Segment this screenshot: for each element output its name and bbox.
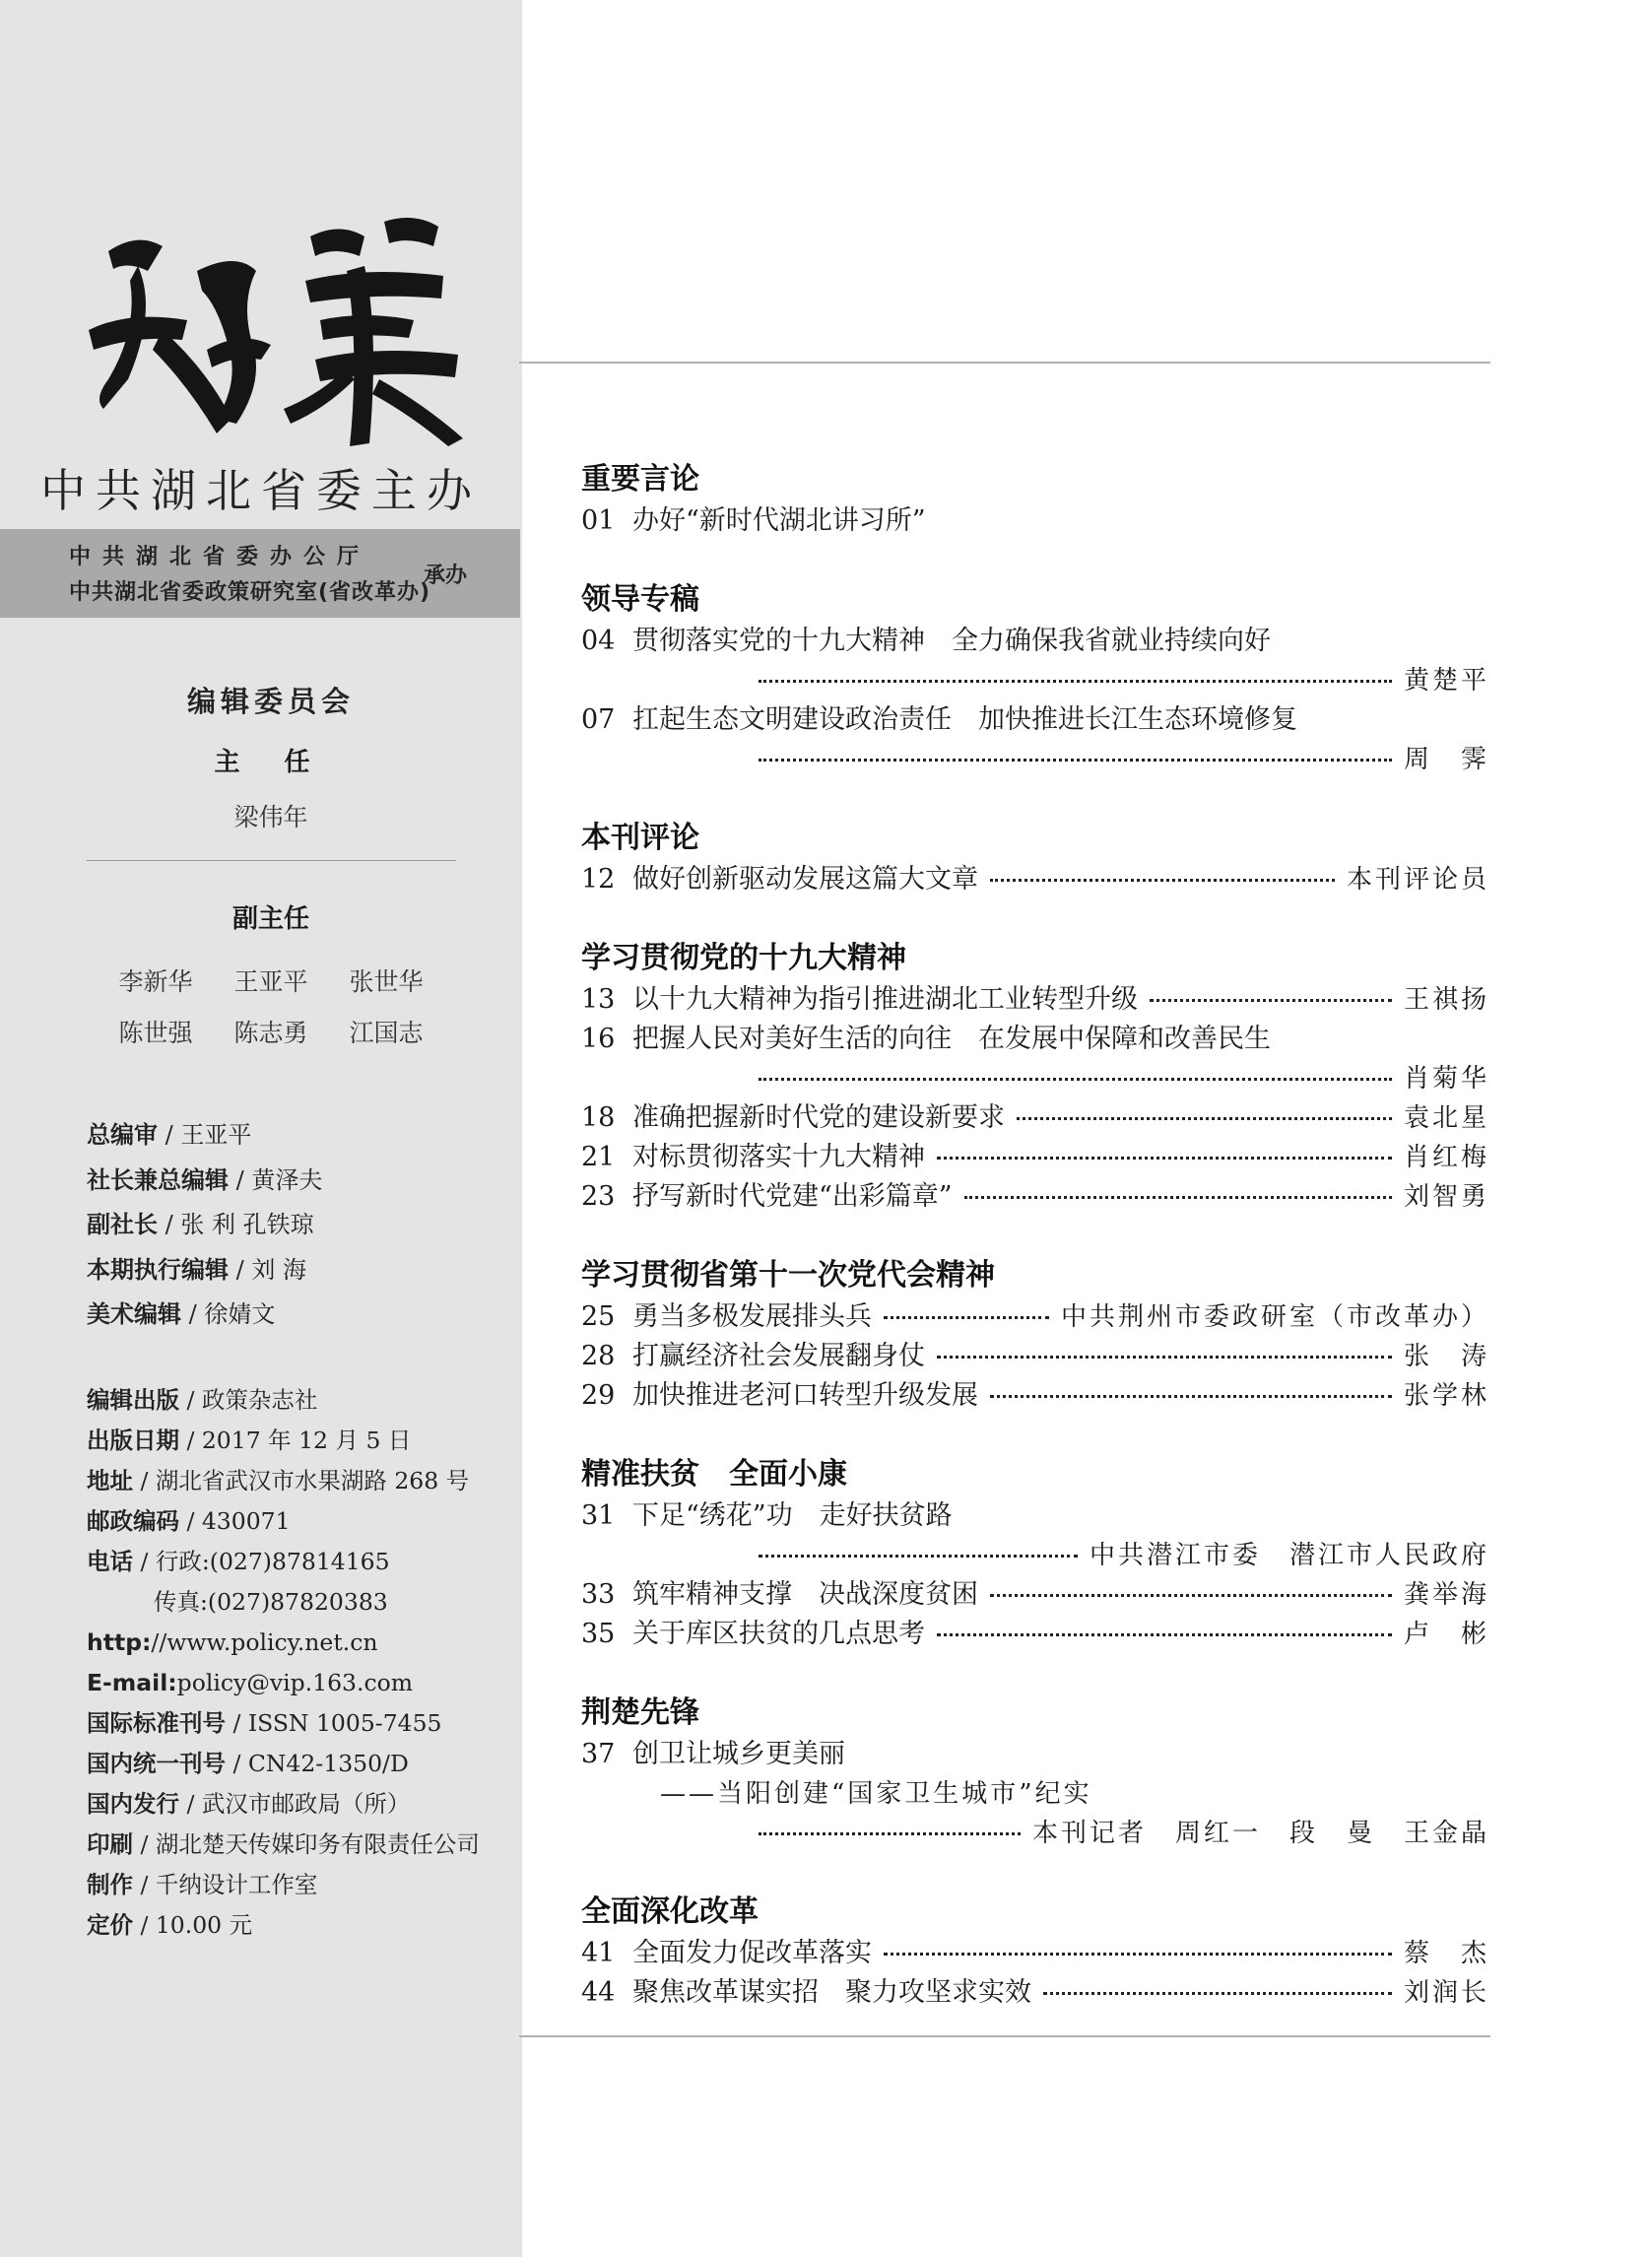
toc-entry[interactable]	[581, 1020, 1489, 1059]
director-name: 梁伟年	[233, 803, 308, 831]
vice-names-row	[0, 957, 542, 1008]
toc-section-heading: 荆楚先锋	[581, 1695, 699, 1730]
staff-separator: /	[158, 1211, 181, 1238]
publication-value: 武汉市邮政局（所）	[201, 1790, 411, 1818]
toc-article-title[interactable]: 筑牢精神支撑 决战深度贫困	[632, 1579, 978, 1610]
publication-row	[87, 1784, 480, 1825]
masthead-sidebar	[0, 0, 522, 2257]
toc-entry[interactable]	[581, 1337, 1489, 1376]
publication-separator: /	[133, 1467, 156, 1494]
publication-info	[87, 1380, 480, 1946]
publication-row	[87, 1865, 480, 1905]
toc-page-number: 41	[581, 1938, 616, 1968]
toc-author: 肖菊华	[1403, 1064, 1489, 1094]
toc-article-title[interactable]: 聚焦改革谋实招 聚力攻坚求实效	[632, 1977, 1031, 2008]
logo-brush-strokes	[69, 212, 483, 448]
toc-page-number: 37	[581, 1739, 616, 1769]
toc-entry[interactable]	[581, 1496, 1489, 1536]
publication-row	[87, 1501, 480, 1542]
publication-row	[87, 1744, 480, 1784]
toc-dot-leader	[937, 1157, 1392, 1160]
toc-entry[interactable]	[581, 1138, 1489, 1177]
publication-key: 国内统一刊号	[87, 1750, 226, 1777]
vice-name: 王亚平	[233, 967, 308, 996]
publication-value: policy@vip.163.com	[176, 1669, 414, 1696]
toc-entry[interactable]	[581, 622, 1489, 661]
toc-page-number: 04	[581, 626, 616, 656]
publication-row	[87, 1703, 480, 1744]
toc-author: 袁北星	[1403, 1103, 1489, 1133]
editorial-committee	[0, 680, 542, 833]
toc-entry[interactable]	[581, 1177, 1489, 1217]
toc-entry[interactable]	[581, 1735, 1489, 1774]
vice-directors	[0, 898, 542, 1059]
toc-dot-leader	[1150, 999, 1392, 1002]
toc-page-number: 25	[581, 1301, 616, 1332]
publication-separator: /	[226, 1709, 248, 1737]
publication-separator: /	[226, 1750, 248, 1777]
toc-dot-leader	[759, 680, 1392, 683]
publication-key: http:	[87, 1628, 152, 1656]
toc-dot-leader	[759, 759, 1392, 762]
publication-value: 430071	[201, 1507, 291, 1535]
toc-author: 蔡 杰	[1403, 1939, 1489, 1968]
toc-section-heading: 全面深化改革	[581, 1894, 759, 1929]
publication-value: 千纳设计工作室	[155, 1871, 318, 1898]
toc-article-title[interactable]: 抒写新时代党建“出彩篇章”	[632, 1181, 953, 1212]
publication-key: 国内发行	[87, 1790, 179, 1818]
publication-key: E-mail:	[87, 1669, 177, 1696]
toc-article-title[interactable]: 以十九大精神为指引推进湖北工业转型升级	[632, 984, 1138, 1015]
toc-page-number: 35	[581, 1619, 616, 1649]
undertaker-line-1: 中共湖北省委办公厅	[69, 545, 371, 569]
toc-page-number: 16	[581, 1024, 616, 1054]
director-label: 主 任	[214, 748, 328, 777]
toc-entry-continuation	[581, 1814, 1489, 1853]
toc-article-title[interactable]: 全面发力促改革落实	[632, 1938, 872, 1968]
undertaker-line-2: 中共湖北省委政策研究室(省改革办)	[69, 580, 431, 605]
toc-article-title[interactable]: 扛起生态文明建设政治责任 加快推进长江生态环境修复	[632, 704, 1297, 735]
staff-name: 张 利 孔铁琼	[180, 1211, 314, 1238]
publication-row	[87, 1542, 480, 1582]
toc-section-heading: 学习贯彻党的十九大精神	[581, 941, 906, 975]
toc-page-number: 07	[581, 704, 616, 735]
publication-value: 行政:(027)87814165	[155, 1548, 390, 1575]
publication-value: 政策杂志社	[201, 1386, 318, 1414]
toc-page-number: 23	[581, 1181, 616, 1212]
toc-entry[interactable]	[581, 1575, 1489, 1615]
staff-role: 本期执行编辑	[87, 1255, 229, 1284]
toc-author: 龚举海	[1403, 1580, 1489, 1610]
toc-author: 肖红梅	[1403, 1143, 1489, 1172]
publication-key: 邮政编码	[87, 1507, 179, 1535]
publication-row	[87, 1582, 480, 1623]
publication-row	[87, 1461, 480, 1501]
toc-article-title[interactable]: 办好“新时代湖北讲习所”	[632, 505, 926, 536]
toc-author: 中共荆州市委政研室（市改革办）	[1060, 1302, 1489, 1332]
vice-label: 副主任	[231, 904, 309, 934]
vice-name: 江国志	[349, 1019, 424, 1047]
committee-divider	[87, 860, 456, 861]
toc-page-number: 18	[581, 1102, 616, 1133]
publication-row	[87, 1663, 480, 1703]
publication-key: 制作	[87, 1871, 133, 1898]
publication-separator: /	[179, 1507, 202, 1535]
toc-article-title[interactable]: 勇当多极发展排头兵	[632, 1301, 872, 1332]
toc-section-heading: 精准扶贫 全面小康	[581, 1457, 847, 1492]
publication-separator: /	[179, 1386, 202, 1414]
publication-value: 10.00 元	[155, 1911, 253, 1939]
toc-article-subtitle: ——当阳创建“国家卫生城市”纪实	[660, 1779, 1092, 1809]
toc-page-number: 21	[581, 1142, 616, 1172]
publication-value: CN42-1350/D	[247, 1750, 409, 1777]
toc-page-number: 44	[581, 1977, 616, 2008]
publication-separator: /	[179, 1790, 202, 1818]
staff-name: 徐婧文	[204, 1300, 276, 1328]
toc-dot-leader	[990, 1395, 1392, 1398]
vice-name: 陈志勇	[233, 1019, 308, 1047]
publication-key: 国际标准刊号	[87, 1709, 226, 1737]
bottom-rule	[519, 2035, 1490, 2037]
toc-section-heading: 领导专稿	[581, 582, 699, 617]
staff-row	[87, 1293, 322, 1338]
staff-role: 社长兼总编辑	[87, 1165, 229, 1194]
staff-separator: /	[158, 1121, 181, 1149]
publication-separator: /	[179, 1427, 202, 1454]
toc-author: 王祺扬	[1403, 985, 1489, 1015]
toc-author: 张学林	[1403, 1381, 1489, 1411]
toc-author: 中共潜江市委 潜江市人民政府	[1089, 1541, 1489, 1570]
toc-article-title[interactable]: 做好创新驱动发展这篇大文章	[632, 864, 978, 895]
toc-page-number: 13	[581, 984, 616, 1015]
toc-dot-leader	[990, 1594, 1392, 1597]
toc-entry[interactable]	[581, 1098, 1489, 1138]
toc-author: 刘智勇	[1403, 1182, 1489, 1212]
toc-page-number: 31	[581, 1500, 616, 1531]
publication-key: 编辑出版	[87, 1386, 179, 1414]
toc-author: 本刊记者 周红一 段 曼 王金晶	[1031, 1819, 1489, 1848]
publication-row	[87, 1623, 480, 1663]
toc-article-title[interactable]: 打赢经济社会发展翻身仗	[632, 1341, 925, 1371]
publication-key: 出版日期	[87, 1427, 179, 1454]
toc-article-title[interactable]: 对标贯彻落实十九大精神	[632, 1142, 925, 1172]
toc-author: 刘润长	[1403, 1978, 1489, 2008]
staff-role: 美术编辑	[87, 1300, 181, 1328]
toc-dot-leader	[964, 1196, 1392, 1199]
staff-name: 刘 海	[251, 1255, 306, 1284]
toc-dot-leader	[937, 1633, 1392, 1636]
staff-row	[87, 1113, 322, 1159]
toc-dot-leader	[884, 1953, 1392, 1956]
undertaker-band	[0, 529, 520, 618]
toc-article-title[interactable]: 贯彻落实党的十九大精神 全力确保我省就业持续向好	[632, 626, 1271, 656]
publication-value: 湖北楚天传媒印务有限责任公司	[155, 1830, 480, 1858]
toc-entry[interactable]	[581, 860, 1489, 899]
toc-section-heading: 学习贯彻省第十一次党代会精神	[581, 1258, 995, 1293]
toc-entry[interactable]	[581, 501, 1489, 541]
toc-page-number: 12	[581, 864, 616, 895]
publication-separator: /	[133, 1548, 156, 1575]
toc-page-number: 28	[581, 1341, 616, 1371]
toc-dot-leader	[937, 1356, 1392, 1359]
staff-list	[87, 1113, 322, 1338]
toc-entry[interactable]	[581, 1615, 1489, 1654]
toc-author: 黄楚平	[1403, 666, 1489, 696]
staff-name: 王亚平	[180, 1121, 252, 1149]
toc-dot-leader	[759, 1078, 1392, 1081]
toc-entry[interactable]	[581, 1973, 1489, 2013]
publication-key: 地址	[87, 1467, 133, 1494]
toc-entry[interactable]	[581, 1376, 1489, 1416]
calligraphy-logo	[69, 212, 483, 448]
toc-article-title[interactable]: 准确把握新时代党的建设新要求	[632, 1102, 1005, 1133]
toc-dot-leader	[884, 1316, 1049, 1319]
toc-author: 本刊评论员	[1346, 865, 1489, 895]
publication-value: 传真:(027)87820383	[154, 1588, 388, 1616]
staff-role: 副社长	[87, 1211, 158, 1238]
top-rule	[519, 362, 1490, 364]
publication-key: 印刷	[87, 1830, 133, 1858]
toc-entry-continuation	[581, 661, 1489, 700]
toc-author: 周 霁	[1403, 745, 1489, 774]
publication-value: 湖北省武汉市水果湖路 268 号	[155, 1467, 470, 1494]
publication-separator: /	[133, 1830, 156, 1858]
toc-author: 卢 彬	[1403, 1620, 1489, 1649]
publication-row	[87, 1825, 480, 1865]
toc-dot-leader	[1017, 1117, 1392, 1120]
toc-entry-continuation	[581, 1059, 1489, 1098]
publication-row	[87, 1380, 480, 1421]
toc-entry[interactable]	[581, 700, 1489, 740]
toc-section-heading: 本刊评论	[581, 821, 699, 855]
toc-section-heading: 重要言论	[581, 462, 699, 497]
table-of-contents	[581, 458, 1489, 2013]
toc-entry[interactable]	[581, 980, 1489, 1020]
toc-article-title[interactable]: 关于库区扶贫的几点思考	[632, 1619, 925, 1649]
toc-entry-continuation	[581, 1536, 1489, 1575]
toc-article-title[interactable]: 加快推进老河口转型升级发展	[632, 1380, 978, 1411]
toc-dot-leader	[990, 879, 1335, 882]
publication-row	[87, 1905, 480, 1946]
vice-name: 陈世强	[118, 1019, 193, 1047]
publication-key: 电话	[87, 1548, 133, 1575]
vice-name: 李新华	[118, 967, 193, 996]
toc-dot-leader	[759, 1832, 1021, 1835]
staff-role: 总编审	[87, 1121, 158, 1149]
staff-row	[87, 1159, 322, 1204]
committee-heading: 编辑委员会	[186, 685, 355, 718]
toc-page-number: 33	[581, 1579, 616, 1610]
toc-entry[interactable]	[581, 1934, 1489, 1973]
toc-entry[interactable]	[581, 1297, 1489, 1337]
undertaker-suffix: 承办	[424, 564, 468, 588]
toc-dot-leader	[1043, 1992, 1392, 1995]
vice-name: 张世华	[349, 967, 424, 996]
staff-row	[87, 1248, 322, 1294]
publication-value: //www.policy.net.cn	[151, 1628, 378, 1656]
toc-article-title[interactable]: 创卫让城乡更美丽	[632, 1739, 845, 1769]
publication-value: ISSN 1005-7455	[247, 1709, 442, 1737]
vice-names-row	[0, 1008, 542, 1059]
publication-row	[87, 1421, 480, 1461]
toc-entry-continuation	[581, 740, 1489, 779]
organizer-title: 中共湖北省委主办	[40, 464, 482, 517]
staff-separator: /	[229, 1255, 252, 1284]
toc-author: 张 涛	[1403, 1342, 1489, 1371]
toc-page-number: 29	[581, 1380, 616, 1411]
publication-value: 2017 年 12 月 5 日	[201, 1427, 412, 1454]
publication-separator: /	[133, 1911, 156, 1939]
staff-row	[87, 1203, 322, 1248]
toc-page-number: 01	[581, 505, 616, 536]
publication-separator: /	[133, 1871, 156, 1898]
toc-dot-leader	[759, 1555, 1078, 1558]
publication-key: 定价	[87, 1911, 133, 1939]
toc-article-title[interactable]: 下足“绣花”功 走好扶贫路	[632, 1500, 953, 1531]
toc-article-title[interactable]: 把握人民对美好生活的向往 在发展中保障和改善民生	[632, 1024, 1271, 1054]
staff-name: 黄泽夫	[251, 1165, 323, 1194]
staff-separator: /	[181, 1300, 205, 1328]
staff-separator: /	[229, 1165, 252, 1194]
